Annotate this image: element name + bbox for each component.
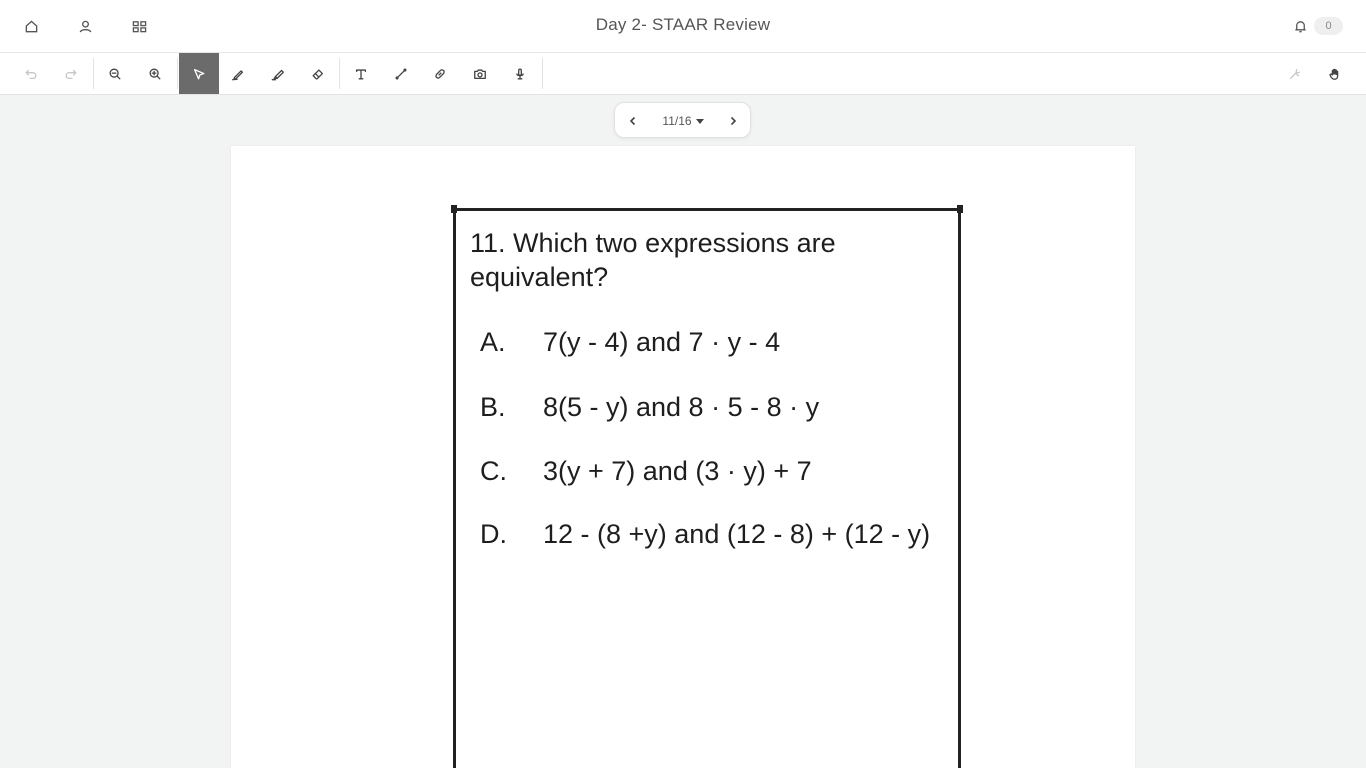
toolbar-divider bbox=[93, 58, 94, 89]
eraser-icon[interactable] bbox=[298, 53, 338, 94]
question-line-1: 11. Which two expressions are bbox=[470, 228, 836, 258]
question-line-2: equivalent? bbox=[470, 262, 609, 292]
select-cursor-icon[interactable] bbox=[179, 53, 219, 94]
redo-icon[interactable] bbox=[51, 53, 91, 94]
page-title: Day 2- STAAR Review bbox=[595, 15, 771, 34]
text-tool-icon[interactable] bbox=[341, 53, 381, 94]
next-page-button[interactable] bbox=[722, 110, 744, 132]
option-expression: 8(5 - y) and 8 · 5 - 8 · y bbox=[543, 392, 820, 422]
laser-pointer-icon[interactable] bbox=[1275, 53, 1315, 94]
option-letter: A. bbox=[480, 327, 506, 357]
option-expression: 3(y + 7) and (3 · y) + 7 bbox=[543, 456, 812, 486]
caret-down-icon bbox=[696, 119, 704, 124]
annotation-toolbar bbox=[0, 53, 1366, 95]
question-text bbox=[470, 226, 950, 294]
chevron-left-icon bbox=[628, 116, 638, 126]
previous-page-button[interactable] bbox=[622, 110, 644, 132]
option-letter: C. bbox=[480, 456, 507, 486]
link-icon[interactable] bbox=[420, 53, 460, 94]
box-corner bbox=[957, 205, 963, 213]
line-tool-icon[interactable] bbox=[381, 53, 421, 94]
undo-icon[interactable] bbox=[11, 53, 51, 94]
zoom-in-icon[interactable] bbox=[135, 53, 175, 94]
page-navigator bbox=[614, 102, 751, 138]
page-number-label: 11/16 bbox=[662, 114, 692, 128]
microphone-icon[interactable] bbox=[500, 53, 540, 94]
document-page[interactable] bbox=[231, 146, 1135, 768]
bell-icon[interactable] bbox=[1288, 14, 1312, 38]
top-bar bbox=[0, 0, 1366, 53]
notification-count-badge[interactable]: 0 bbox=[1314, 17, 1343, 35]
pen-icon[interactable] bbox=[218, 53, 258, 94]
option-letter: B. bbox=[480, 392, 506, 422]
zoom-out-icon[interactable] bbox=[95, 53, 135, 94]
option-expression: 7(y - 4) and 7 · y - 4 bbox=[543, 327, 781, 357]
option-expression: 12 - (8 +y) and (12 - 8) + (12 - y) bbox=[543, 519, 931, 549]
toolbar-divider bbox=[339, 58, 340, 89]
hand-pan-icon[interactable] bbox=[1315, 53, 1355, 94]
page-select-dropdown[interactable] bbox=[655, 111, 711, 131]
toolbar-divider bbox=[542, 58, 543, 89]
toolbar-divider bbox=[177, 58, 178, 89]
camera-icon[interactable] bbox=[460, 53, 500, 94]
box-corner bbox=[451, 205, 457, 213]
chevron-right-icon bbox=[728, 116, 738, 126]
question-box bbox=[453, 208, 961, 768]
highlighter-icon[interactable] bbox=[258, 53, 298, 94]
option-letter: D. bbox=[480, 519, 507, 549]
